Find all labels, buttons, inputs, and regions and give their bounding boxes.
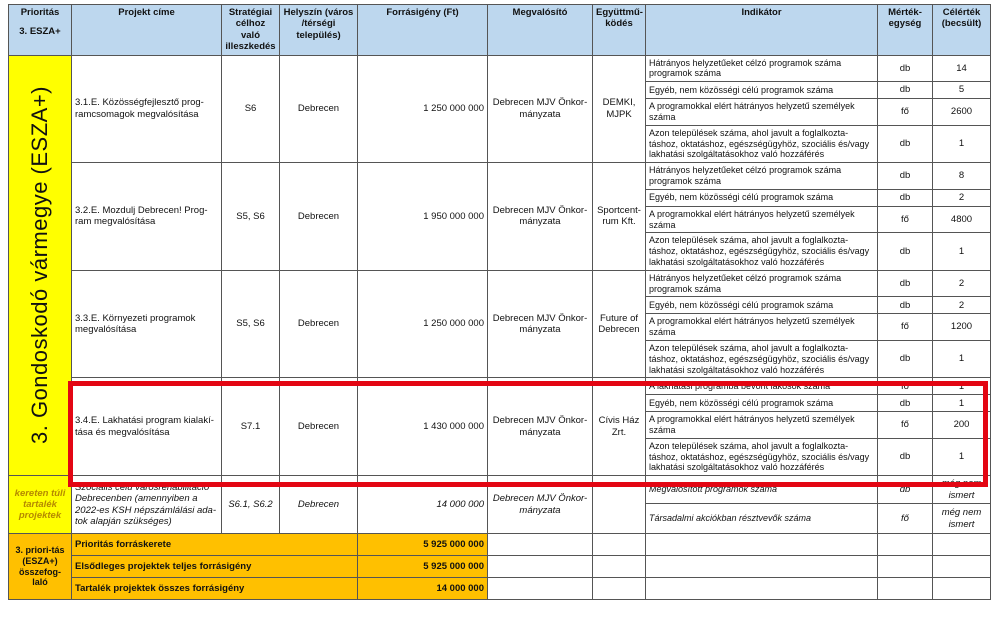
indicator-unit: db	[878, 340, 933, 377]
project-location: Debrecen	[280, 163, 358, 271]
reserve-indicator-target: még nem ismert	[933, 476, 991, 504]
header-projekt-cime: Projekt címe	[72, 5, 222, 56]
reserve-indicator-name: Társadalmi akciókban résztvevők száma	[646, 504, 878, 534]
header-forrasigeny: Forrásigény (Ft)	[358, 5, 488, 56]
reserve-indicator-target: még nem ismert	[933, 504, 991, 534]
header-megvalosito: Megvalósító	[488, 5, 593, 56]
indicator-target: 1200	[933, 314, 991, 341]
summary-row	[9, 534, 991, 556]
indicator-unit: fő	[878, 314, 933, 341]
indicator-name: A programokkal elért hátrányos helyzetű személyek száma	[646, 206, 878, 233]
summary-row-amount: 5 925 000 000	[358, 556, 488, 578]
project-strategy: S6	[222, 55, 280, 163]
reserve-amount: 14 000 000	[358, 476, 488, 534]
indicator-target: 2	[933, 297, 991, 314]
project-title: 3.2.E. Mozdulj Debrecen! Prog-ram megvalósítása	[72, 163, 222, 271]
indicator-unit: db	[878, 82, 933, 99]
table-row	[9, 270, 991, 297]
header-row	[9, 5, 991, 56]
indicator-unit: fő	[878, 99, 933, 126]
indicator-unit: fő	[878, 378, 933, 395]
summary-empty-cell	[488, 578, 593, 600]
indicator-unit: db	[878, 270, 933, 297]
indicator-unit: db	[878, 163, 933, 190]
summary-row-label: Prioritás forráskerete	[72, 534, 358, 556]
summary-row	[9, 578, 991, 600]
summary-row-label: Tartalék projektek összes forrásigény	[72, 578, 358, 600]
projects-table	[8, 4, 991, 600]
summary-empty-cell	[488, 556, 593, 578]
indicator-name: A programokkal elért hátrányos helyzetű személyek száma	[646, 412, 878, 439]
indicator-unit: fő	[878, 206, 933, 233]
indicator-name: Azon települések száma, ahol javult a foglalkozta-táshoz, oktatáshoz, egészségügyhöz, szociális és/vagy lakhatási szolgáltatásokhoz való hozzáférés	[646, 233, 878, 270]
project-implementer: Debrecen MJV Önkor-mányzata	[488, 378, 593, 476]
reserve-row	[9, 476, 991, 504]
project-cooperation: DEMKI, MJPK	[593, 55, 646, 163]
summary-empty-cell	[878, 534, 933, 556]
indicator-name: Egyéb, nem közösségi célú programok száma	[646, 395, 878, 412]
indicator-target: 2	[933, 189, 991, 206]
project-amount: 1 250 000 000	[358, 270, 488, 378]
project-amount: 1 950 000 000	[358, 163, 488, 271]
header-helyszin: Helyszín (város /térségi település)	[280, 5, 358, 56]
indicator-target: 1	[933, 340, 991, 377]
indicator-name: Azon települések száma, ahol javult a foglalkozta-táshoz, oktatáshoz, egészségügyhöz, szociális és/vagy lakhatási szolgáltatásokhoz való hozzáférés	[646, 340, 878, 377]
summary-empty-cell	[933, 578, 991, 600]
header-egyuttmukodes: Együttmű-ködés	[593, 5, 646, 56]
table-row	[9, 378, 991, 395]
indicator-target: 2600	[933, 99, 991, 126]
summary-empty-cell	[878, 578, 933, 600]
summary-label: 3. priori-tás (ESZA+) összefog-laló	[9, 534, 72, 600]
summary-empty-cell	[933, 556, 991, 578]
indicator-name: A lakhatási programba bevont lakosok száma	[646, 378, 878, 395]
indicator-name: Azon települések száma, ahol javult a foglalkozta-táshoz, oktatáshoz, egészségügyhöz, szociális és/vagy lakhatási szolgáltatásokhoz való hozzáférés	[646, 438, 878, 475]
summary-empty-cell	[646, 578, 878, 600]
summary-empty-cell	[878, 556, 933, 578]
indicator-name: Azon települések száma, ahol javult a foglalkozta-táshoz, oktatáshoz, egészségügyhöz, szociális és/vagy lakhatási szolgáltatásokhoz való hozzáférés	[646, 125, 878, 162]
indicator-name: Hátrányos helyzetűeket célzó programok száma programok száma	[646, 55, 878, 82]
header-celertek: Célérték (becsült)	[933, 5, 991, 56]
summary-empty-cell	[646, 534, 878, 556]
indicator-unit: db	[878, 438, 933, 475]
indicator-unit: db	[878, 189, 933, 206]
indicator-name: Egyéb, nem közösségi célú programok száma	[646, 297, 878, 314]
indicator-unit: db	[878, 297, 933, 314]
project-title: 3.1.E. Közösségfejlesztő prog-ramcsomagok megvalósítása	[72, 55, 222, 163]
summary-row-amount: 5 925 000 000	[358, 534, 488, 556]
priority-cell	[9, 55, 72, 476]
indicator-target: 5	[933, 82, 991, 99]
project-amount: 1 430 000 000	[358, 378, 488, 476]
project-amount: 1 250 000 000	[358, 55, 488, 163]
header-strategiai: Stratégiai célhoz való illeszkedés	[222, 5, 280, 56]
project-strategy: S7.1	[222, 378, 280, 476]
header-indikator: Indikátor	[646, 5, 878, 56]
summary-empty-cell	[488, 534, 593, 556]
reserve-indicator-unit: db	[878, 476, 933, 504]
reserve-location: Debrecen	[280, 476, 358, 534]
reserve-title: Szociális célú városrehabilitáció Debrecenben (amennyiben a 2022-es KSH népszámlálási ada-tok alapján szükséges)	[72, 476, 222, 534]
table-row	[9, 163, 991, 190]
indicator-name: A programokkal elért hátrányos helyzetű személyek száma	[646, 99, 878, 126]
header-mertekegyseg: Mérték-egység	[878, 5, 933, 56]
project-implementer: Debrecen MJV Önkor-mányzata	[488, 55, 593, 163]
indicator-target: 1	[933, 125, 991, 162]
indicator-name: Egyéb, nem közösségi célú programok száma	[646, 189, 878, 206]
reserve-strategy: S6.1, S6.2	[222, 476, 280, 534]
project-implementer: Debrecen MJV Önkor-mányzata	[488, 270, 593, 378]
header-prioritas: Prioritás 3. ESZA+	[9, 5, 72, 56]
project-location: Debrecen	[280, 378, 358, 476]
indicator-unit: db	[878, 233, 933, 270]
indicator-name: Egyéb, nem közösségi célú programok száma	[646, 82, 878, 99]
indicator-target: 200	[933, 412, 991, 439]
indicator-target: 2	[933, 270, 991, 297]
indicator-target: 1	[933, 233, 991, 270]
summary-row-amount: 14 000 000	[358, 578, 488, 600]
project-cooperation: Cívis Ház Zrt.	[593, 378, 646, 476]
indicator-target: 8	[933, 163, 991, 190]
project-cooperation: Future of Debrecen	[593, 270, 646, 378]
project-strategy: S5, S6	[222, 270, 280, 378]
project-cooperation: Sportcent-rum Kft.	[593, 163, 646, 271]
indicator-name: Hátrányos helyzetűeket célzó programok száma programok száma	[646, 163, 878, 190]
reserve-cooperation	[593, 476, 646, 534]
indicator-target: 4800	[933, 206, 991, 233]
summary-empty-cell	[933, 534, 991, 556]
summary-row	[9, 556, 991, 578]
project-location: Debrecen	[280, 270, 358, 378]
reserve-implementer: Debrecen MJV Önkor-mányzata	[488, 476, 593, 534]
indicator-unit: db	[878, 55, 933, 82]
indicator-target: 14	[933, 55, 991, 82]
summary-empty-cell	[646, 556, 878, 578]
indicator-unit: fő	[878, 412, 933, 439]
reserve-indicator-name: Megvalósított programok száma	[646, 476, 878, 504]
summary-row-label: Elsődleges projektek teljes forrásigény	[72, 556, 358, 578]
indicator-unit: db	[878, 125, 933, 162]
reserve-label: kereten túli tartalék projektek	[9, 476, 72, 534]
reserve-indicator-unit: fő	[878, 504, 933, 534]
project-strategy: S5, S6	[222, 163, 280, 271]
indicator-target: 1	[933, 438, 991, 475]
summary-empty-cell	[593, 534, 646, 556]
priority-label: 3. Gondoskodó vármegye (ESZA+)	[26, 86, 52, 445]
project-implementer: Debrecen MJV Önkor-mányzata	[488, 163, 593, 271]
project-title: 3.3.E. Környezeti programok megvalósítása	[72, 270, 222, 378]
project-title: 3.4.E. Lakhatási program kialakí-tása és megvalósítása	[72, 378, 222, 476]
indicator-target: 1	[933, 395, 991, 412]
indicator-unit: db	[878, 395, 933, 412]
summary-empty-cell	[593, 556, 646, 578]
project-location: Debrecen	[280, 55, 358, 163]
indicator-target: 1	[933, 378, 991, 395]
indicator-name: A programokkal elért hátrányos helyzetű személyek száma	[646, 314, 878, 341]
indicator-name: Hátrányos helyzetűeket célzó programok száma programok száma	[646, 270, 878, 297]
summary-empty-cell	[593, 578, 646, 600]
table-row	[9, 55, 991, 82]
